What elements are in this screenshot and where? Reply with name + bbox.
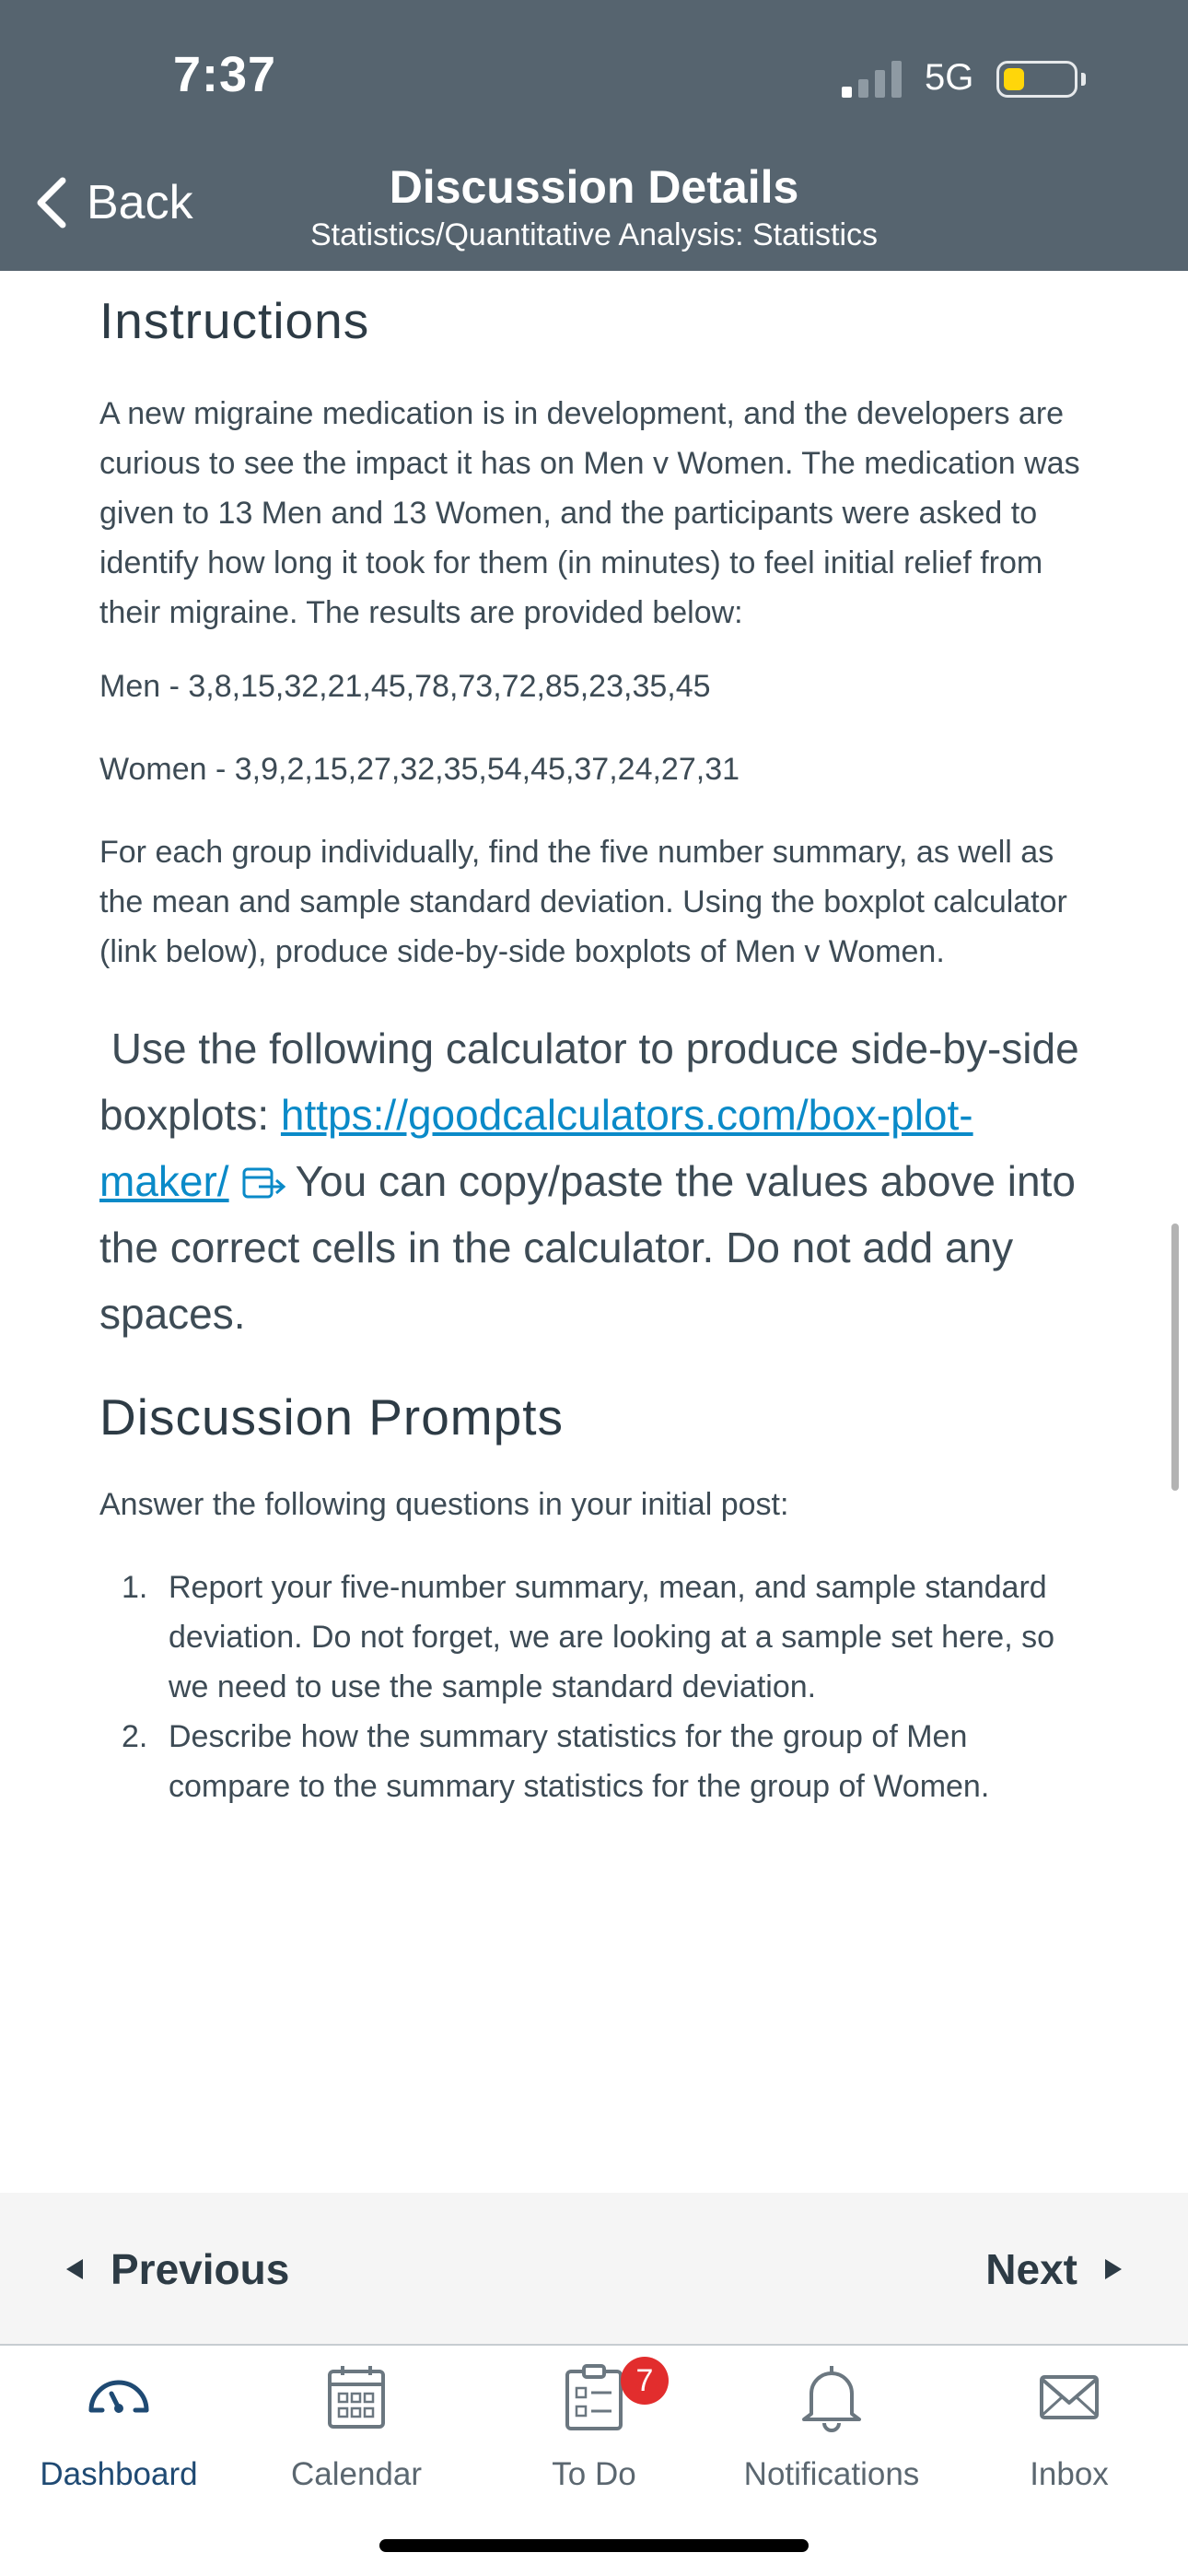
next-label: Next xyxy=(985,2245,1077,2293)
tab-label: Dashboard xyxy=(40,2456,198,2492)
inbox-icon xyxy=(1036,2362,1102,2432)
tab-label: To Do xyxy=(552,2456,636,2492)
network-label: 5G xyxy=(925,57,974,98)
pager xyxy=(0,2193,1188,2346)
bell-icon xyxy=(798,2362,865,2432)
status-time: 7:37 xyxy=(173,47,277,102)
list-item-number: 2. xyxy=(122,1719,148,1754)
tab-label: Inbox xyxy=(1030,2456,1109,2492)
men-data: Men - 3,8,15,32,21,45,78,73,72,85,23,35,45 xyxy=(99,669,711,704)
prompts-intro: Answer the following questions in your initial post: xyxy=(99,1487,789,1522)
todo-badge: 7 xyxy=(621,2357,669,2405)
calculator-text-after: You can copy/paste the values above into the correct cells in the calculator. Do not add any spaces. xyxy=(99,1157,1076,1338)
instructions-intro: A new migraine medication is in development, and the developers are curious to see the impact it has on Men v Women. The medication was given to 13 Men and 13 Women, and the participants were asked to identify how long it took for them (in minutes) to feel initial relief from their migraine. The results are provided below: xyxy=(99,396,1080,630)
tab-label: Notifications xyxy=(743,2456,920,2492)
battery-icon xyxy=(996,61,1077,98)
tab-label: Calendar xyxy=(290,2456,423,2492)
signal-icon xyxy=(840,61,904,98)
home-indicator xyxy=(379,2539,809,2552)
list-item xyxy=(99,1712,1094,1811)
instructions-heading: Instructions xyxy=(99,292,370,349)
tab-calendar[interactable] xyxy=(238,2348,475,2513)
task-text: For each group individually, find the five number summary, as well as the mean and sample standard deviation. Using the boxplot calculator (link below), produce side-by-side boxplots of Men v Women. xyxy=(99,835,1067,969)
discussion-content[interactable] xyxy=(99,271,1094,1902)
list-item-text: Report your five-number summary, mean, and sample standard deviation. Do not forget, we are looking at a sample set here, so we need to use the sample standard deviation. xyxy=(169,1570,1054,1704)
prompts-heading: Discussion Prompts xyxy=(99,1388,564,1446)
prompts-list xyxy=(99,1563,1094,1811)
calendar-icon xyxy=(326,2362,387,2432)
previous-label: Previous xyxy=(111,2245,290,2293)
todo-icon xyxy=(564,2362,624,2432)
external-link-icon[interactable] xyxy=(242,1166,288,1200)
scrollbar[interactable] xyxy=(1171,1224,1179,1491)
next-button[interactable] xyxy=(985,2244,1122,2294)
tab-dashboard[interactable] xyxy=(0,2348,238,2513)
list-item xyxy=(99,1563,1094,1712)
dashboard-icon xyxy=(84,2362,154,2432)
list-item-text: Describe how the summary statistics for the group of Men compare to the summary statistics for the group of Women. xyxy=(169,1719,990,1804)
list-item-number: 1. xyxy=(122,1570,148,1605)
back-label: Back xyxy=(87,176,193,229)
calculator-link[interactable]: https://goodcalculators.com/box-plot-maker/ xyxy=(99,1091,973,1205)
battery-tip xyxy=(1081,73,1086,86)
tab-todo[interactable] xyxy=(475,2348,713,2513)
calculator-paragraph xyxy=(99,1015,1094,1347)
tab-notifications[interactable] xyxy=(713,2348,950,2513)
calculator-text-before: Use the following calculator to produce side-by-side boxplots: xyxy=(99,1025,1091,1139)
triangle-left-icon xyxy=(66,2259,83,2279)
header xyxy=(0,0,1188,271)
previous-button[interactable] xyxy=(66,2244,289,2294)
page-title: Discussion Details xyxy=(389,161,799,213)
page-subtitle: Statistics/Quantitative Analysis: Statistics xyxy=(309,217,879,252)
tab-inbox[interactable] xyxy=(950,2348,1188,2513)
women-data: Women - 3,9,2,15,27,32,35,54,45,37,24,27,31 xyxy=(99,752,740,787)
triangle-right-icon xyxy=(1105,2259,1122,2279)
